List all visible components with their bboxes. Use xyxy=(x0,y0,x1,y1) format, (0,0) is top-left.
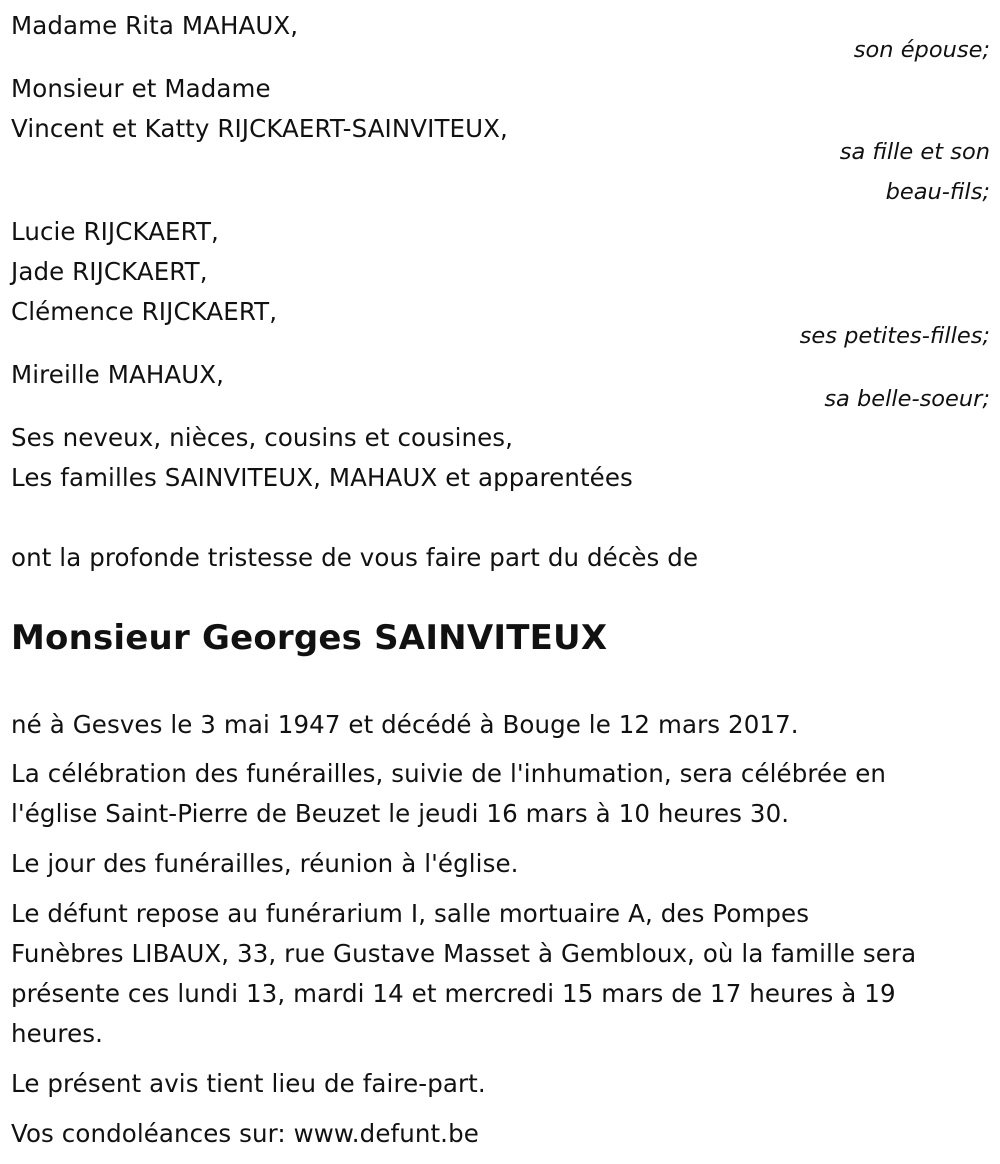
condolences: Vos condoléances sur: www.defunt.be xyxy=(11,1119,479,1148)
meeting: Le jour des funérailles, réunion à l'église. xyxy=(11,849,519,878)
spouse-name: Madame Rita MAHAUX, xyxy=(11,11,299,40)
daughter-line-1: Monsieur et Madame xyxy=(11,74,271,103)
birth-death: né à Gesves le 3 mai 1947 et décédé à Bouge le 12 mars 2017. xyxy=(11,710,799,739)
ceremony-line-1: La célébration des funérailles, suivie de l'inhumation, sera célébrée en xyxy=(11,759,887,788)
rest-line-4: heures. xyxy=(11,1019,103,1048)
deceased-name: Monsieur Georges SAINVITEUX xyxy=(11,618,608,658)
daughter-line-2: Vincent et Katty RIJCKAERT-SAINVITEUX, xyxy=(11,114,508,143)
grandchildren-relation: ses petites-filles; xyxy=(799,323,990,349)
daughter-relation-line-1: sa fille et son xyxy=(839,139,990,165)
sister-in-law-relation: sa belle-soeur; xyxy=(824,386,990,412)
spouse-relation: son épouse; xyxy=(853,37,990,63)
rest-line-2: Funèbres LIBAUX, 33, rue Gustave Masset à Gembloux, où la famille sera xyxy=(11,939,917,968)
notice: Le présent avis tient lieu de faire-part. xyxy=(11,1069,486,1098)
announcement: ont la profonde tristesse de vous faire part du décès de xyxy=(11,543,699,572)
rest-line-3: présente ces lundi 13, mardi 14 et mercredi 15 mars de 17 heures à 19 xyxy=(11,979,896,1008)
ceremony-line-2: l'église Saint-Pierre de Beuzet le jeudi 16 mars à 10 heures 30. xyxy=(11,799,790,828)
daughter-relation-line-2: beau-fils; xyxy=(885,179,990,205)
sister-in-law-name: Mireille MAHAUX, xyxy=(11,360,225,389)
relatives-line-2: Les familles SAINVITEUX, MAHAUX et apparentées xyxy=(11,463,633,492)
relatives-line-1: Ses neveux, nièces, cousins et cousines, xyxy=(11,423,514,452)
grandchild-2: Jade RIJCKAERT, xyxy=(11,257,208,286)
grandchild-3: Clémence RIJCKAERT, xyxy=(11,297,278,326)
grandchild-1: Lucie RIJCKAERT, xyxy=(11,217,219,246)
rest-line-1: Le défunt repose au funérarium I, salle mortuaire A, des Pompes xyxy=(11,899,810,928)
